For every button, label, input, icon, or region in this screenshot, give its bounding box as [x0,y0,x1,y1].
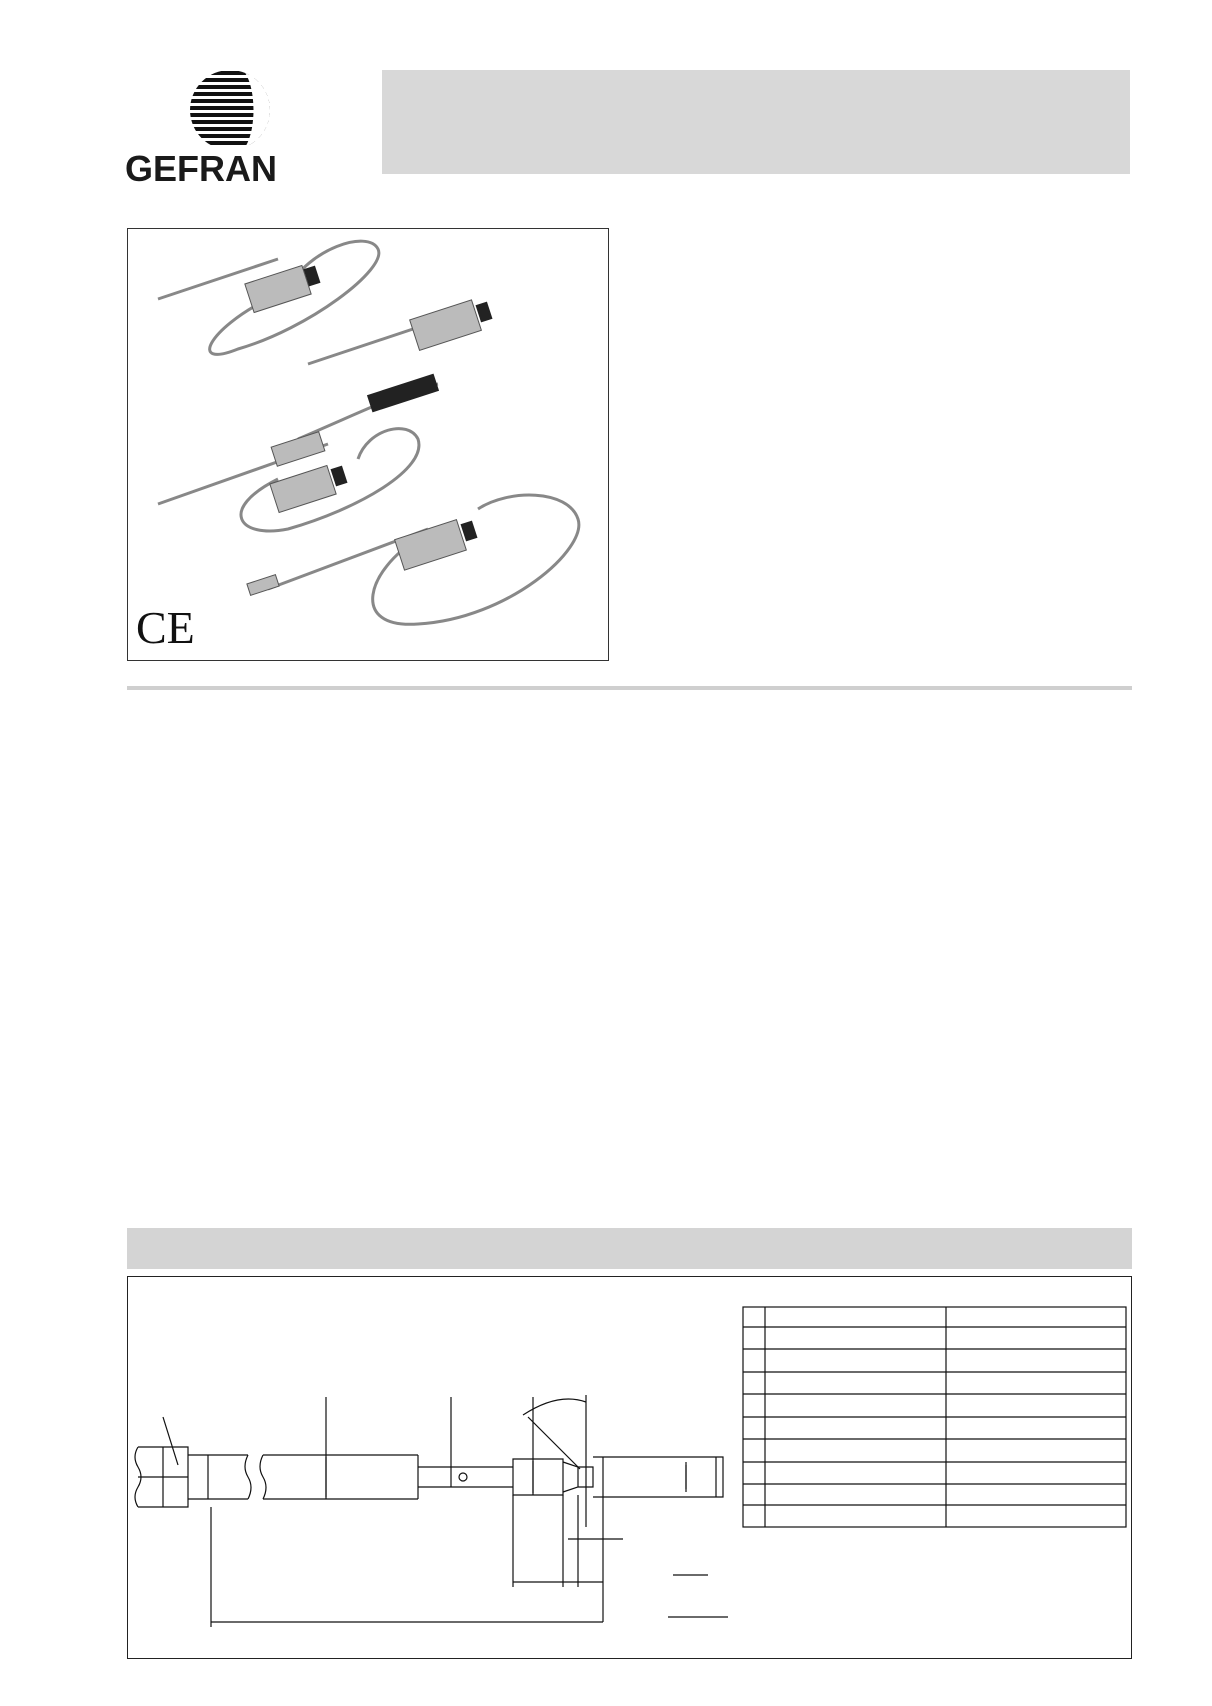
melt-pressure-transducers-photo [128,229,608,660]
product-photo [127,228,609,661]
section-header-band [127,1228,1132,1269]
section-divider [127,686,1132,690]
title-band [382,70,1130,174]
transducer-tip-drawing [128,1277,1131,1658]
dimension-drawing [127,1276,1132,1659]
striped-globe-icon [185,70,275,150]
ce-mark: CE [136,602,195,653]
brand-name: GEFRAN [125,148,277,189]
